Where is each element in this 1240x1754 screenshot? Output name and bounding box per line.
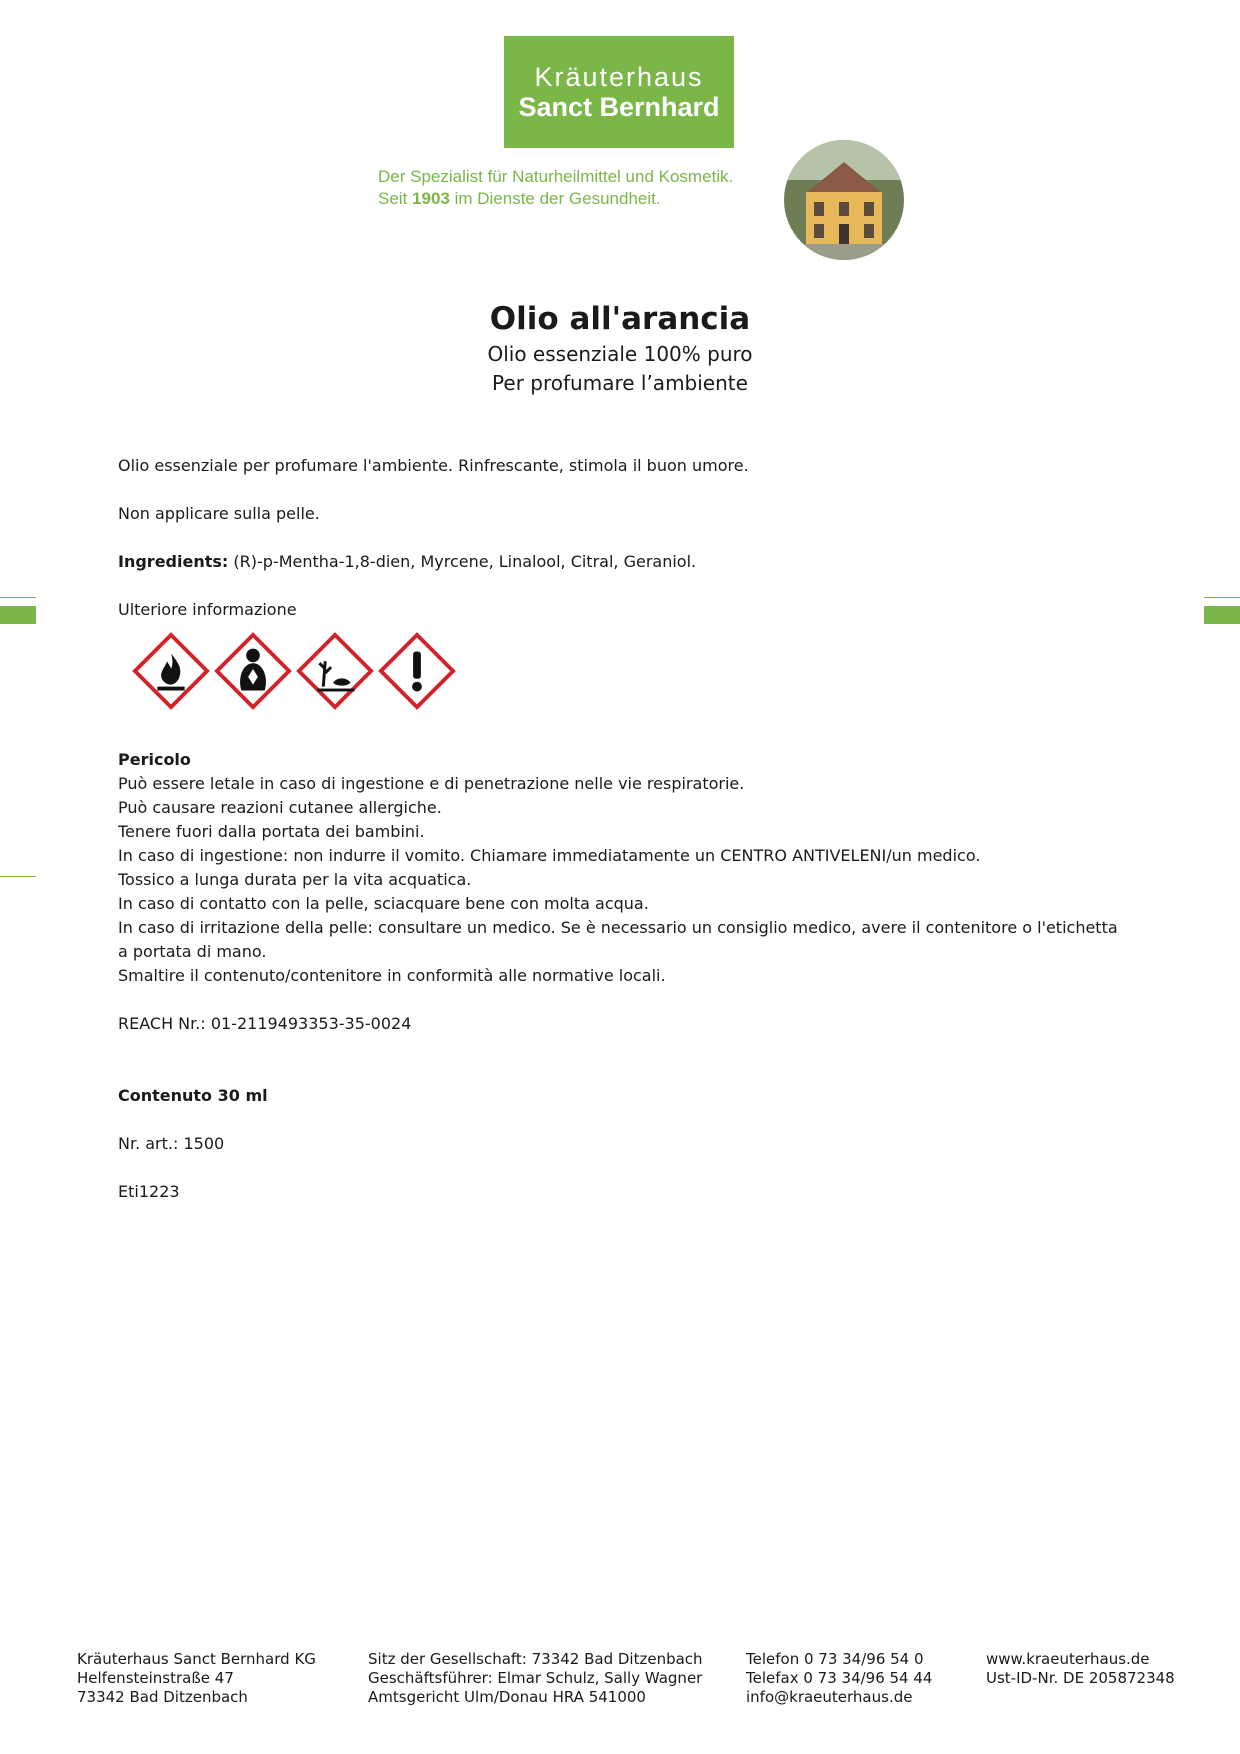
footer-vat: Ust-ID-Nr. DE 205872348 xyxy=(986,1669,1175,1687)
fold-mark-right xyxy=(1204,597,1240,598)
exclamation-icon xyxy=(378,632,456,710)
fold-bar-left xyxy=(0,606,36,624)
tagline-prefix: Seit xyxy=(378,189,413,208)
tagline-suffix: im Dienste der Gesundheit. xyxy=(449,189,661,208)
environment-icon xyxy=(296,632,374,710)
reach-number: REACH Nr.: 01-2119493353-35-0024 xyxy=(118,1014,412,1033)
footer-phone: Telefon 0 73 34/96 54 0 xyxy=(746,1650,924,1668)
ingredients-value: (R)-p-Mentha-1,8-dien, Myrcene, Linalool, Citral, Geraniol. xyxy=(228,552,697,571)
description: Olio essenziale per profumare l'ambiente. Rinfrescante, stimola il buon umore. xyxy=(118,456,749,475)
product-title: Olio all'arancia xyxy=(489,301,751,337)
footer-line: Amtsgericht Ulm/Donau HRA 541000 xyxy=(368,1688,646,1706)
hazard-line: a portata di mano. xyxy=(118,942,267,961)
label-code: Eti1223 xyxy=(118,1182,180,1201)
hazard-title: Pericolo xyxy=(118,750,191,769)
ingredients xyxy=(118,550,1128,574)
footer-email[interactable]: info@kraeuterhaus.de xyxy=(746,1688,913,1706)
fold-bar-right xyxy=(1204,606,1240,624)
footer-web xyxy=(986,1650,1175,1688)
footer-line: 73342 Bad Ditzenbach xyxy=(77,1688,248,1706)
skin-warning: Non applicare sulla pelle. xyxy=(118,504,320,523)
health-hazard-icon xyxy=(214,632,292,710)
logo-line-1: Kräuterhaus xyxy=(534,62,704,92)
product-subtitle-1: Olio essenziale 100% puro xyxy=(487,342,753,366)
tagline-year: 1903 xyxy=(412,189,450,208)
content-amount: Contenuto 30 ml xyxy=(118,1086,268,1105)
hazard-line: In caso di contatto con la pelle, sciacquare bene con molta acqua. xyxy=(118,894,649,913)
footer-line: Kräuterhaus Sanct Bernhard KG xyxy=(77,1650,316,1668)
footer-legal xyxy=(368,1650,703,1707)
footer-fax: Telefax 0 73 34/96 54 44 xyxy=(746,1669,933,1687)
footer-company xyxy=(77,1650,316,1707)
product-subtitle-2: Per profumare l’ambiente xyxy=(492,371,748,395)
tagline xyxy=(378,166,733,210)
footer-line: Sitz der Gesellschaft: 73342 Bad Ditzenbach xyxy=(368,1650,703,1668)
hazard-line: Può essere letale in caso di ingestione e di penetrazione nelle vie respiratorie. xyxy=(118,774,745,793)
hazard-line: Smaltire il contenuto/contenitore in conformità alle normative locali. xyxy=(118,966,666,985)
ingredients-label: Ingredients: xyxy=(118,552,229,571)
tagline-line-1: Der Spezialist für Naturheilmittel und Kosmetik. xyxy=(378,167,734,186)
fold-mark-left xyxy=(0,597,36,598)
title-block xyxy=(0,298,1240,398)
hazard-line: In caso di ingestione: non indurre il vomito. Chiamare immediatamente un CENTRO ANTIVELENI/un medico. xyxy=(118,846,981,865)
article-number: Nr. art.: 1500 xyxy=(118,1134,225,1153)
footer-line: Geschäftsführer: Elmar Schulz, Sally Wagner xyxy=(368,1669,703,1687)
label-content xyxy=(118,454,1128,1228)
building-photo xyxy=(784,140,904,260)
hazard-line: Tenere fuori dalla portata dei bambini. xyxy=(118,822,425,841)
fold-mark-left-2 xyxy=(0,876,36,877)
footer-line: Helfensteinstraße 47 xyxy=(77,1669,234,1687)
flame-icon xyxy=(132,632,210,710)
ghs-pictograms xyxy=(132,632,1128,712)
hazard-statements xyxy=(118,772,1128,988)
brand-logo xyxy=(504,36,734,148)
logo-line-2: Sanct Bernhard xyxy=(518,92,720,122)
more-info: Ulteriore informazione xyxy=(118,600,297,619)
footer-contact xyxy=(746,1650,932,1707)
hazard-line: Può causare reazioni cutanee allergiche. xyxy=(118,798,442,817)
hazard-line: In caso di irritazione della pelle: consultare un medico. Se è necessario un consiglio medico, avere il contenitore o l'etichetta xyxy=(118,918,1118,937)
footer-website[interactable]: www.kraeuterhaus.de xyxy=(986,1650,1150,1668)
tagline-line-2 xyxy=(378,188,733,210)
hazard-line: Tossico a lunga durata per la vita acquatica. xyxy=(118,870,472,889)
